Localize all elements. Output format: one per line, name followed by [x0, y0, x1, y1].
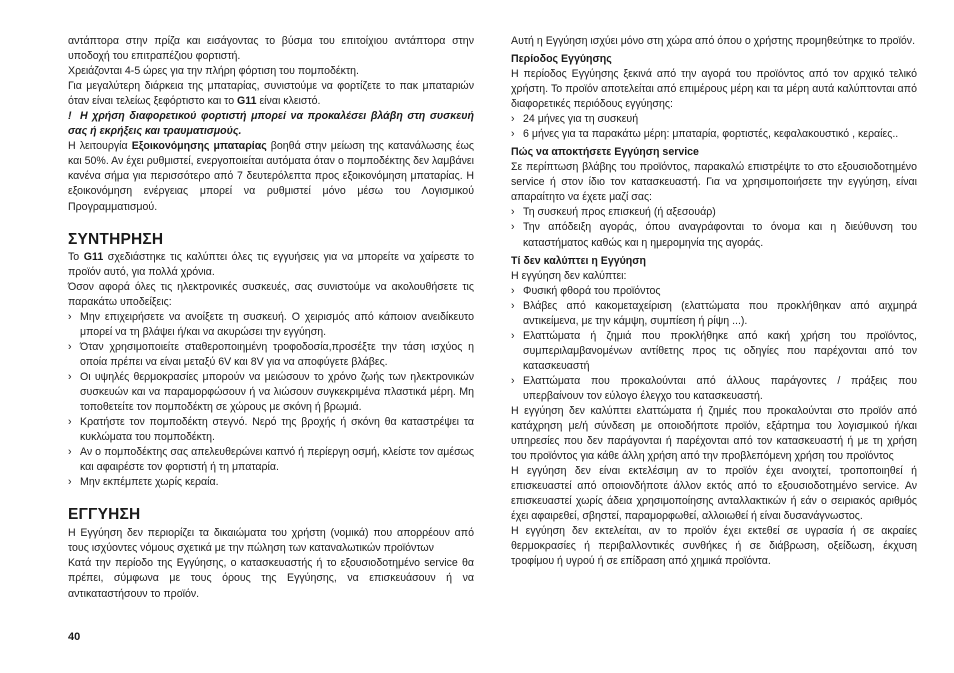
- list-item: [511, 284, 917, 299]
- warranty-heading: ΕΓΓΥΗΣΗ: [68, 506, 141, 524]
- bullet-chevron-icon: ›: [68, 340, 72, 353]
- list-item: [68, 370, 474, 415]
- not-covered-heading: Τί δεν καλύπτει η Εγγύηση: [511, 254, 646, 267]
- bullet-chevron-icon: ›: [511, 113, 515, 126]
- bullet-chevron-icon: ›: [68, 446, 72, 459]
- text-span: είναι κλειστό.: [256, 95, 321, 108]
- maintenance-list: [68, 310, 474, 491]
- model-name: G11: [237, 95, 257, 108]
- text-span: Η λειτουργία: [68, 140, 132, 153]
- list-item: [68, 415, 474, 445]
- list-item-text: Βλάβες από κακομεταχείριση (ελαττώματα που προκλήθηκαν από αιχμηρά αντικείμενα, με την κάμψη, συμπίεση ή ρίψη ...).: [523, 299, 917, 327]
- charging-time-paragraph: Χρειάζονται 4-5 ώρες για την πλήρη φόρτιση του πομποδέκτη.: [68, 65, 359, 78]
- list-item: [511, 220, 917, 250]
- warning-mark: !: [68, 110, 72, 123]
- list-item-text: Φυσική φθορά του προϊόντος: [523, 284, 661, 297]
- list-item: [68, 445, 474, 475]
- maintenance-advice-intro: Όσον αφορά όλες τις ηλεκτρονικές συσκευές, σας συνιστούμε να ακολουθήσετε τις παρακάτω υποδείξεις:: [68, 280, 474, 308]
- warranty-period-text: Η περίοδος Εγγύησης ξεκινά από την αγορά του προϊόντος από τον αρχικό τελικό χρήστη. Το προϊόν αποτελείται από επιμέρους μέρη και τα μέρη αυτά καλύπτονται από διαφορετικές περιόδους εγγύησης:: [511, 68, 917, 111]
- left-column: [68, 34, 474, 602]
- warranty-rights-paragraph: Η Εγγύηση δεν περιορίζει τα δικαιώματα του χρήστη (νομικά) που απορρέουν από τους ισχύοντες νόμους σχετικά με την πώληση των καταναλωτικών προϊόντων: [68, 527, 474, 555]
- bullet-chevron-icon: ›: [511, 284, 515, 297]
- charging-paragraph: αντάπτορα στην πρίζα και εισάγοντας το βύσμα του επιτοίχιου αντάπτορα στην υποδοχή του επιτραπέζιου φορτιστή.: [68, 35, 474, 63]
- warranty-period-heading: Περίοδος Εγγύησης: [511, 53, 612, 66]
- obtain-service-heading: Πώς να αποκτήσετε Εγγύηση service: [511, 146, 699, 159]
- bullet-chevron-icon: ›: [68, 370, 72, 383]
- bullet-chevron-icon: ›: [511, 221, 515, 234]
- list-item-text: 24 μήνες για τη συσκευή: [523, 113, 639, 126]
- maintenance-intro: [68, 250, 474, 280]
- list-item: [511, 112, 917, 127]
- bullet-chevron-icon: ›: [511, 374, 515, 387]
- bullet-chevron-icon: ›: [68, 476, 72, 489]
- battery-saver-paragraph: [68, 139, 474, 214]
- text-span: Το: [68, 250, 84, 263]
- list-item: [68, 310, 474, 340]
- warning-text: Η χρήση διαφορετικού φορτιστή μπορεί να προκαλέσει βλάβη στη συσκευή σας ή εκρήξεις και τραυματισμούς.: [68, 110, 474, 138]
- list-item: [511, 374, 917, 404]
- list-item-text: Μην εκπέμπετε χωρίς κεραία.: [80, 476, 219, 489]
- list-item-text: Οι υψηλές θερμοκρασίες μπορούν να μειώσουν το χρόνο ζωής των ηλεκτρονικών συσκευών και να παραμορφώσουν ή να λιώσουν συγκεκριμένα πλαστικά μέρη. Μη τοποθετείτε τον πομποδέκτη σε χώρους με σκόνη ή βρωμιά.: [80, 370, 474, 414]
- list-item: [511, 127, 917, 142]
- bullet-chevron-icon: ›: [511, 128, 515, 141]
- warranty-period-paragraph: Κατά την περίοδο της Εγγύησης, ο κατασκευαστής ή το εξουσιοδοτημένο service θα πρέπει, σύμφωνα με τους όρους της Εγγύησης, να επισκευάσουν ή να αντικαταστήσουν το προϊόν.: [68, 557, 474, 600]
- maintenance-heading: ΣΥΝΤΗΡΗΣΗ: [68, 230, 164, 248]
- battery-life-paragraph: [68, 79, 474, 109]
- list-item-text: 6 μήνες για τα παρακάτω μέρη: μπαταρία, φορτιστές, κεφαλακουστικό , κεραίες..: [523, 128, 899, 141]
- list-item-text: Τη συσκευή προς επισκευή (ή αξεσουάρ): [523, 206, 716, 219]
- not-covered-list: [511, 284, 917, 404]
- battery-saver-term: Εξοικονόμησης μπαταρίας: [131, 140, 267, 153]
- not-covered-paragraph: Η εγγύηση δεν καλύπτει ελαττώματα ή ζημιές που προκαλούνται στο προϊόν από κατάχρηση με/ή σύνδεση με οποιοδήποτε προϊόν, εξάρτημα του λογισμικού ή/και υπηρεσίες που δεν παράγονται ή παρέχονται από τον κατασκευαστή ή με τη χρήση του προϊόντος για κάθε άλλη χρήση από την προβλεπόμενη χρήση του προϊόντος: [511, 404, 917, 463]
- not-covered-intro: Η εγγύηση δεν καλύπτει:: [511, 269, 627, 282]
- bullet-chevron-icon: ›: [511, 206, 515, 219]
- not-covered-paragraph: Η εγγύηση δεν εκτελείται, αν το προϊόν έχει εκτεθεί σε υγρασία ή σε ακραίες θερμοκρασίες ή περιβαλλοντικές συνθήκες ή σε διάβρωση, οξείδωση, έκχυση τροφίμου ή υγρού ή σε επίδραση από χημικά προϊόντα.: [511, 525, 917, 568]
- list-item-text: Αν ο πομποδέκτης σας απελευθερώνει καπνό ή περίεργη οσμή, κλείστε τον αμέσως και αφαιρέστε τον φορτιστή ή τη μπαταρία.: [80, 446, 474, 474]
- text-span: σχεδιάστηκε τις καλύπτει όλες τις εγγυήσεις για να μπορείτε να χαίρεστε το προϊόν αυτό, για πολλά χρόνια.: [68, 250, 474, 278]
- charger-warning: [68, 109, 474, 139]
- bullet-chevron-icon: ›: [68, 310, 72, 323]
- obtain-service-text: Σε περίπτωση βλάβης του προϊόντος, παρακαλώ επιστρέψτε το στο εξουσιοδοτημένο service ή στον ίδιο τον κατασκευαστή. Για να χρησιμοποιήσετε την εγγύηση, είναι απαραίτητο να έχετε μαζί σας:: [511, 161, 917, 204]
- text-span: Για μεγαλύτερη διάρκεια της μπαταρίας, συνιστούμε να φορτίζετε το πακ μπαταριών όταν είναι τελείως ξεφόρτιστο και το: [68, 80, 474, 108]
- list-item: [511, 299, 917, 329]
- model-name: G11: [83, 250, 104, 263]
- page-number: 40: [68, 631, 81, 643]
- list-item: [68, 475, 474, 490]
- right-column: [511, 34, 917, 570]
- list-item-text: Μην επιχειρήσετε να ανοίξετε τη συσκευή. Ο χειρισμός από κάποιον ανειδίκευτο μπορεί να τη βλάψει ή/και να ακυρώσει την εγγύηση.: [80, 310, 474, 338]
- list-item-text: Ελαττώματα που προκαλούνται από άλλους παράγοντες / πράξεις που υπερβαίνουν τον εύλογο έλεγχο του κατασκευαστή.: [523, 374, 917, 402]
- list-item-text: Όταν χρησιμοποιείτε σταθεροποιημένη τροφοδοσία,προσέξτε την τάση ισχύος η οποία πρέπει να είναι μεταξύ 6V και 8V για να αποφύγετε βλάβες.: [80, 340, 474, 368]
- bullet-chevron-icon: ›: [511, 329, 515, 342]
- bullet-chevron-icon: ›: [68, 416, 72, 429]
- list-item-text: Την απόδειξη αγοράς, όπου αναγράφονται το όνομα και η διεύθυνση του καταστήματος καθώς και η ημερομηνία της αγοράς.: [523, 221, 917, 249]
- text-span: βοηθά στην μείωση της κατανάλωσης έως και 50%. Αν έχει ρυθμιστεί, ενεργοποιείται αυτόματα όταν ο πομποδέκτης δεν λαμβάνει κανένα σήμα για περισσότερο από 7 δευτερόλεπτα προς εξοικονόμηση μπαταρίας. Η εξοικονόμηση ενέργειας μπορεί να ρυθμιστεί μόνο μέσω του Λογισμικού Προγραμματισμού.: [68, 140, 474, 213]
- warranty-period-list: [511, 112, 917, 142]
- obtain-service-list: [511, 205, 917, 250]
- list-item-text: Κρατήστε τον πομποδέκτη στεγνό. Νερό της βροχής ή σκόνη θα καταστρέψει τα κυκλώματα του πομποδέκτη.: [80, 416, 474, 444]
- bullet-chevron-icon: ›: [511, 299, 515, 312]
- list-item: [511, 329, 917, 374]
- not-covered-paragraph: Η εγγύηση δεν είναι εκτελέσιμη αν το προϊόν έχει ανοιχτεί, τροποποιηθεί ή επισκευαστεί από οποιονδήποτε άλλον εκτός από το εξουσιοδοτημένο service. Αν επισκευαστεί χωρίς άδεια χρησιμοποίησης ανταλλακτικών ή εάν ο σειριακός αριθμός έχει αφαιρεθεί, σβηστεί, παραμορφωθεί, αλλοιωθεί ή είναι δυσανάγνωστος.: [511, 465, 917, 523]
- list-item-text: Ελαττώματα ή ζημιά που προκλήθηκε από κακή χρήση του προϊόντος, συμπεριλαμβανομένων αντίθετης προς τις οδηγίες που παρέχονται από τον κατασκευαστή: [523, 329, 917, 372]
- list-item: [68, 340, 474, 370]
- list-item: [511, 205, 917, 220]
- warranty-country-paragraph: Αυτή η Εγγύηση ισχύει μόνο στη χώρα από όπου ο χρήστης προμηθεύτηκε το προϊόν.: [511, 35, 916, 47]
